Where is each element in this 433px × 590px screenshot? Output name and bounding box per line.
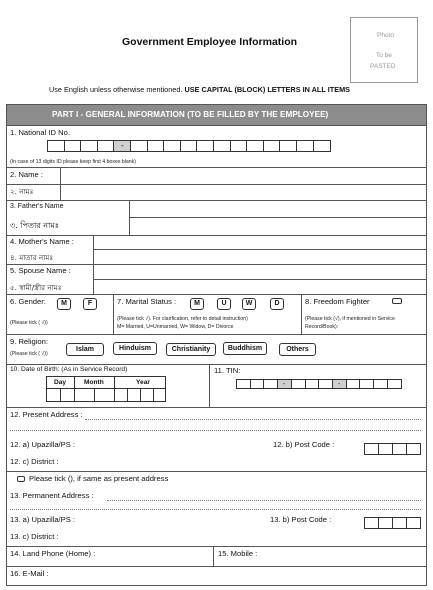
dob-digit-box[interactable] [46,388,61,402]
dob-digit-box[interactable] [74,388,95,402]
dob-digit-box[interactable] [60,388,75,402]
divider [6,125,427,126]
mother-bn-field[interactable] [93,249,427,264]
photo-label: PASTED [370,63,396,70]
marital-note: (Please tick √). For clarification, refer to detail instruction) [117,316,248,322]
gender-note: (Please tick ( √)) [10,320,48,326]
freedom-checkbox[interactable] [392,298,402,304]
instruction-normal: Use English unless otherwise mentioned. [49,85,185,94]
section-title: PART I - GENERAL INFORMATION (TO BE FILLED BY THE EMPLOYEE) [52,110,329,119]
national-id-dash: - [121,141,124,150]
present-postcode-digit-box[interactable] [392,443,407,455]
religion-note: (Please tick ( √)) [10,351,48,357]
national-id-digit-box[interactable] [163,140,181,152]
tin-digit-box[interactable] [387,379,402,389]
same-address-label: Please tick (), if same as present address [29,474,169,483]
religion-others-option[interactable]: Others [279,343,316,356]
instruction-bold: USE CAPITAL (BLOCK) LETTERS IN ALL ITEMS [184,85,351,94]
divider [6,471,427,472]
present-address-line[interactable] [10,430,421,431]
national-id-digit-box[interactable] [80,140,98,152]
tin-dash: - [338,381,341,388]
name-bn-field[interactable] [60,184,427,200]
divider [113,294,114,334]
divider [6,294,427,295]
spouse-field[interactable] [93,264,427,279]
religion-hinduism-option[interactable]: Hinduism [113,342,157,355]
national-id-digit-box[interactable] [246,140,264,152]
divider [213,546,214,566]
permanent-address-label: 13. Permanent Address : [10,491,94,500]
father-bn-label: ৩. পিতার নামঃ [10,221,60,230]
religion-christianity-option[interactable]: Christianity [166,343,216,356]
divider [301,294,302,334]
present-postcode-label: 12. b) Post Code : [273,440,335,449]
dob-digit-box[interactable] [114,388,128,402]
marital-d-option[interactable]: D [270,298,284,310]
present-postcode-digit-box[interactable] [406,443,421,455]
present-postcode-digit-box[interactable] [364,443,379,455]
tin-dash: - [283,381,286,388]
father-bn-field[interactable] [129,217,427,235]
national-id-note: (In case of 13 digits ID please keep first 4 boxes blank) [10,159,137,165]
permanent-address-line[interactable] [107,500,421,501]
national-id-label: 1. National ID No. [10,128,70,137]
permanent-address-line[interactable] [10,509,421,510]
national-id-digit-box[interactable] [130,140,148,152]
permanent-postcode-digit-box[interactable] [406,517,421,529]
permanent-postcode-label: 13. b) Post Code : [270,515,332,524]
tin-digit-box[interactable] [263,379,278,389]
tin-digit-box [277,379,292,389]
present-postcode-digit-box[interactable] [378,443,393,455]
gender-f-option[interactable]: F [83,298,97,310]
permanent-postcode-digit-box[interactable] [378,517,393,529]
marital-note: M= Married, U=Unmarried, W= Widow, D= Divorce [117,324,234,330]
gender-label: 6. Gender: [10,297,46,306]
dob-month-label: Month [84,379,104,386]
dob-label: 10. Date of Birth: (As in Service Record) [10,366,128,373]
photo-label: Photo [377,32,394,39]
email-label: 16. E-Mail : [10,569,49,578]
tin-digit-box [332,379,347,389]
same-address-checkbox[interactable] [17,476,25,482]
national-id-digit-box[interactable] [47,140,65,152]
photo-box[interactable] [350,17,418,83]
present-upazilla-label: 12. a) Upazilla/PS : [10,440,75,449]
mother-bn-label: ৪. মাতার নামঃ [10,253,54,262]
religion-label: 9. Religion: [10,337,48,346]
national-id-digit-box[interactable] [113,140,131,152]
tin-digit-box[interactable] [291,379,306,389]
gender-m-option[interactable]: M [57,298,71,310]
name-field[interactable] [60,167,427,184]
present-address-label: 12. Present Address : [10,410,83,419]
father-field[interactable] [129,200,427,217]
mobile-label: 15. Mobile : [218,549,258,558]
freedom-label: 8. Freedom Fighter [305,297,370,306]
form-title: Government Employee Information [122,36,298,48]
mother-field[interactable] [93,235,427,249]
national-id-digit-box[interactable] [279,140,297,152]
divider [6,334,427,335]
freedom-note: (Please tick (√), if mentioned in Service [305,316,395,322]
mother-label: 4. Mother's Name : [10,237,74,246]
dob-digit-box[interactable] [140,388,154,402]
land-phone-label: 14. Land Phone (Home) : [10,549,96,558]
marital-m-option[interactable]: M [190,298,204,310]
permanent-postcode-digit-box[interactable] [392,517,407,529]
marital-u-option[interactable]: U [217,298,231,310]
tin-digit-box[interactable] [318,379,333,389]
divider [6,546,427,547]
dob-day-label: Day [54,379,67,386]
marital-w-option[interactable]: W [242,298,256,310]
national-id-digit-box[interactable] [196,140,214,152]
tin-label: 11. TIN: [214,366,241,375]
spouse-label: 5. Spouse Name : [10,266,71,275]
national-id-digit-box[interactable] [296,140,314,152]
religion-buddhism-option[interactable]: Buddhism [223,342,267,355]
permanent-postcode-digit-box[interactable] [364,517,379,529]
spouse-bn-label: ৫. স্বামী/স্ত্রীর নামঃ [10,283,62,292]
divider [209,364,210,407]
divider [6,566,427,567]
permanent-upazilla-label: 13. a) Upazilla/PS : [10,515,75,524]
tin-digit-box[interactable] [236,379,251,389]
religion-islam-option[interactable]: Islam [66,343,104,356]
section-banner [7,105,426,125]
dob-digit-box[interactable] [94,388,115,402]
divider [6,407,427,408]
tin-digit-box[interactable] [373,379,388,389]
dob-digit-box[interactable] [127,388,141,402]
divider [6,364,427,365]
dob-grid [46,376,166,402]
freedom-note: Record/Book): [305,324,339,330]
photo-label: To be [376,52,392,59]
national-id-digit-box[interactable] [213,140,231,152]
present-address-line[interactable] [85,419,421,420]
name-label: 2. Name : [10,170,43,179]
spouse-bn-field[interactable] [93,279,427,294]
present-district-label: 12. c) District : [10,457,59,466]
permanent-district-label: 13. c) District : [10,532,59,541]
marital-label: 7. Marital Status : [117,297,177,306]
dob-year-label: Year [136,379,150,386]
tin-digit-box[interactable] [359,379,374,389]
national-id-digit-box[interactable] [313,140,331,152]
father-label: 3. Father's Name [10,203,64,210]
dob-digit-box[interactable] [153,388,166,402]
name-bn-label: ২. নামঃ [10,187,34,196]
instruction-text [49,86,350,93]
